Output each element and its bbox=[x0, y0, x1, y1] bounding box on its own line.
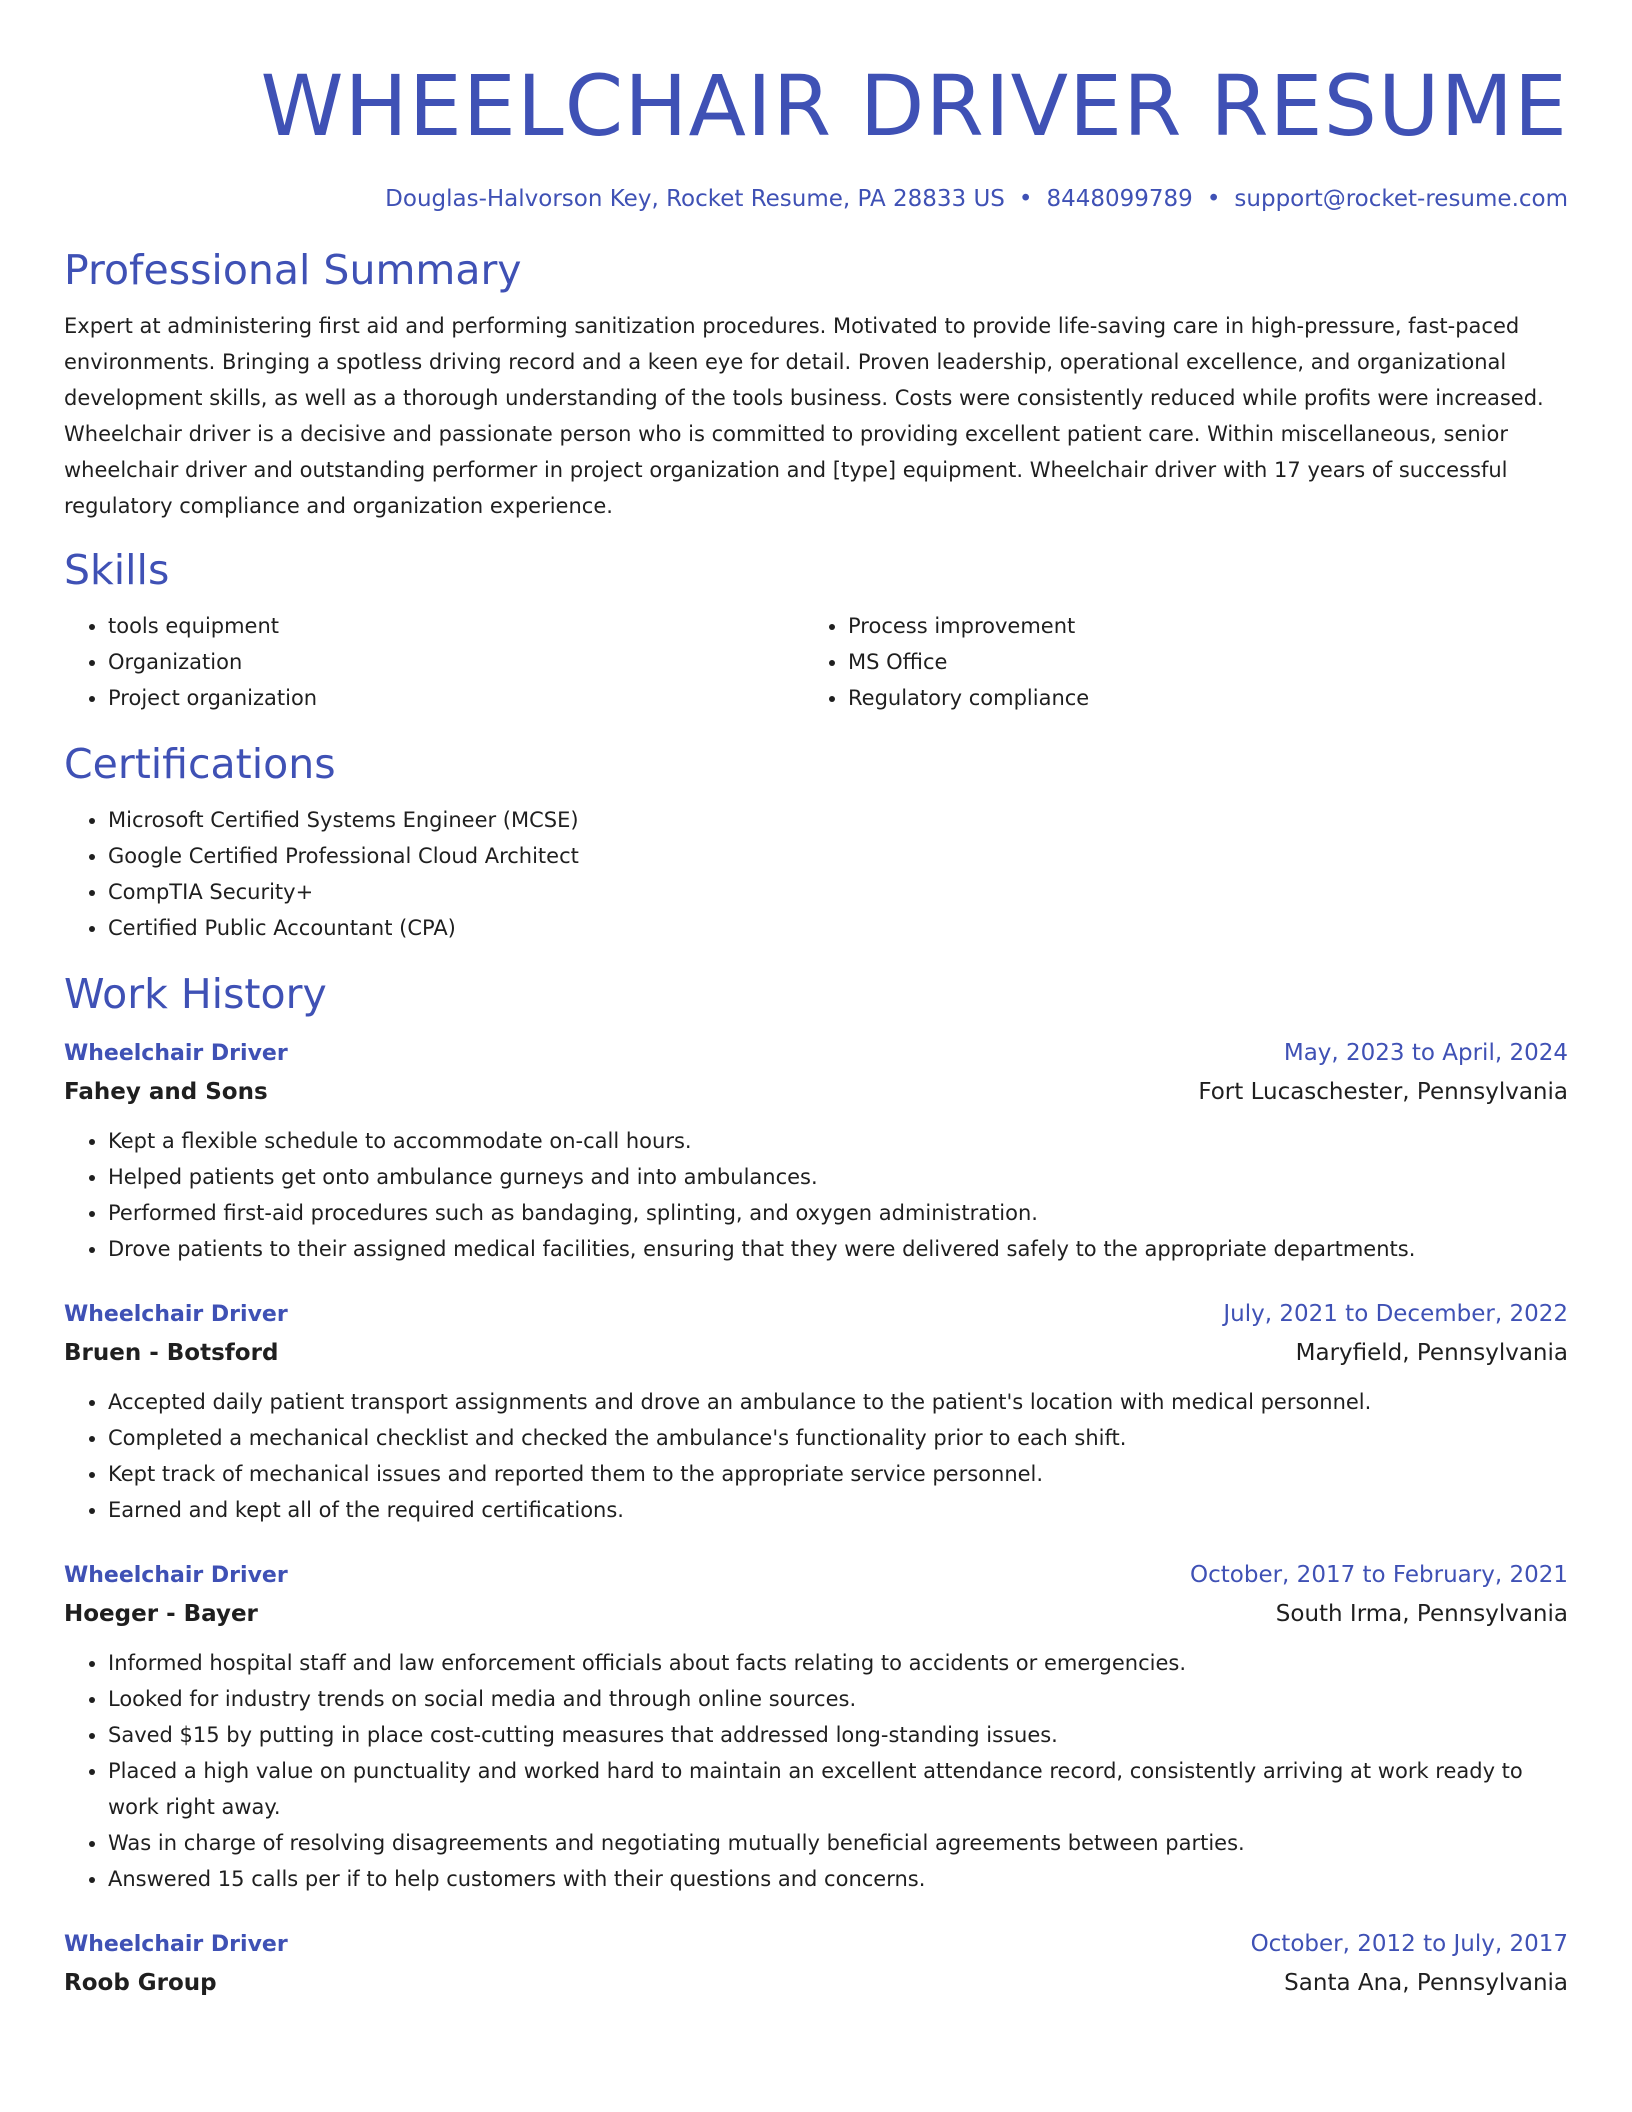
job-company: Fahey and Sons bbox=[64, 1079, 268, 1105]
skill-item: • MS Office bbox=[848, 644, 1544, 680]
job-header bbox=[64, 1556, 1568, 1595]
job-company: Bruen - Botsford bbox=[64, 1340, 279, 1366]
contact-email[interactable]: support@rocket-resume.com bbox=[1234, 186, 1568, 212]
contact-line bbox=[64, 184, 1568, 214]
job-subheader bbox=[64, 1964, 1568, 2002]
job-duty-item: • Answered 15 calls per if to help customers with their questions and concerns. bbox=[108, 1861, 1568, 1897]
certification-item: • CompTIA Security+ bbox=[108, 874, 1568, 910]
skill-item: • Project organization bbox=[108, 680, 804, 716]
job-dates: October, 2012 to July, 2017 bbox=[1250, 1931, 1568, 1957]
skill-item: • Process improvement bbox=[848, 608, 1544, 644]
certifications-section bbox=[64, 738, 1568, 946]
job-duty-item: • Looked for industry trends on social media and through online sources. bbox=[108, 1681, 1568, 1717]
summary-text: Expert at administering first aid and performing sanitization procedures. Motivated to provide life-saving care in high-pressure, fast-paced environments. Bringing a spotless driving record and a keen eye for detail. Proven leadership, operational excellence, and organizational development skills, as well as a thorough understanding of the tools business. Costs were consistently reduced while profits were increased. Wheelchair driver is a decisive and passionate person who is committed to providing excellent patient care. Within miscellaneous, senior wheelchair driver and outstanding performer in project organization and [type] equipment. Wheelchair driver with 17 years of successful regulatory compliance and organization experience. bbox=[64, 314, 1544, 518]
job-duty-item: • Earned and kept all of the required certifications. bbox=[108, 1492, 1568, 1528]
job-header bbox=[64, 1295, 1568, 1334]
job-duty-item: • Saved $15 by putting in place cost-cutting measures that addressed long-standing issues. bbox=[108, 1717, 1568, 1753]
skills-section bbox=[64, 544, 1568, 716]
job-title: Wheelchair Driver bbox=[64, 1041, 288, 1066]
job-header bbox=[64, 1034, 1568, 1073]
skills-heading: Skills bbox=[64, 546, 170, 594]
job-title: Wheelchair Driver bbox=[64, 1302, 288, 1327]
job-dates: October, 2017 to February, 2021 bbox=[1190, 1562, 1568, 1588]
job-subheader bbox=[64, 1595, 1568, 1633]
contact-address: Douglas-Halvorson Key, Rocket Resume, PA 28833 US bbox=[385, 186, 1005, 212]
job-entry bbox=[64, 1034, 1568, 1267]
job-duty-item: • Accepted daily patient transport assignments and drove an ambulance to the patient's location with medical personnel. bbox=[108, 1384, 1568, 1420]
job-subheader bbox=[64, 1073, 1568, 1111]
certifications-list bbox=[64, 802, 1568, 946]
certifications-heading: Certifications bbox=[64, 740, 336, 788]
job-location: Maryfield, Pennsylvania bbox=[1295, 1340, 1568, 1366]
contact-separator: • bbox=[1206, 186, 1221, 212]
job-duty-item: • Informed hospital staff and law enforcement officials about facts relating to accidents or emergencies. bbox=[108, 1645, 1568, 1681]
certification-item: • Microsoft Certified Systems Engineer (MCSE) bbox=[108, 802, 1568, 838]
job-location: South Irma, Pennsylvania bbox=[1275, 1601, 1568, 1627]
job-duties bbox=[64, 1123, 1568, 1267]
job-duty-item: • Drove patients to their assigned medical facilities, ensuring that they were delivered safely to the appropriate departments. bbox=[108, 1231, 1568, 1267]
job-duty-item: • Performed first-aid procedures such as bandaging, splinting, and oxygen administration. bbox=[108, 1195, 1568, 1231]
job-duties bbox=[64, 1384, 1568, 1528]
job-duty-item: • Helped patients get onto ambulance gurneys and into ambulances. bbox=[108, 1159, 1568, 1195]
work-history-heading: Work History bbox=[64, 970, 327, 1018]
job-dates: July, 2021 to December, 2022 bbox=[1223, 1301, 1568, 1327]
job-entry bbox=[64, 1925, 1568, 2002]
certification-item: • Certified Public Accountant (CPA) bbox=[108, 910, 1568, 946]
skill-item: • tools equipment bbox=[108, 608, 804, 644]
resume-title: WHEELCHAIR DRIVER RESUME bbox=[260, 57, 1568, 155]
skills-column-right bbox=[804, 608, 1544, 716]
job-dates: May, 2023 to April, 2024 bbox=[1283, 1040, 1568, 1066]
job-duties bbox=[64, 1645, 1568, 1897]
job-duty-item: • Completed a mechanical checklist and checked the ambulance's functionality prior to each shift. bbox=[108, 1420, 1568, 1456]
skills-column-left bbox=[64, 608, 804, 716]
job-company: Hoeger - Bayer bbox=[64, 1601, 258, 1627]
skill-item: • Organization bbox=[108, 644, 804, 680]
job-title: Wheelchair Driver bbox=[64, 1563, 288, 1588]
skills-grid bbox=[64, 608, 1568, 716]
job-duty-item: • Kept track of mechanical issues and reported them to the appropriate service personnel. bbox=[108, 1456, 1568, 1492]
job-title: Wheelchair Driver bbox=[64, 1932, 288, 1957]
job-entry bbox=[64, 1295, 1568, 1528]
contact-separator: • bbox=[1018, 186, 1033, 212]
summary-heading: Professional Summary bbox=[64, 246, 522, 294]
certification-item: • Google Certified Professional Cloud Architect bbox=[108, 838, 1568, 874]
job-duty-item: • Was in charge of resolving disagreements and negotiating mutually beneficial agreements between parties. bbox=[108, 1825, 1568, 1861]
job-location: Santa Ana, Pennsylvania bbox=[1284, 1970, 1568, 1996]
contact-phone: 8448099789 bbox=[1046, 186, 1193, 212]
work-history-section bbox=[64, 968, 1568, 2002]
job-entry bbox=[64, 1556, 1568, 1897]
skill-item: • Regulatory compliance bbox=[848, 680, 1544, 716]
summary-section bbox=[64, 244, 1568, 524]
job-subheader bbox=[64, 1334, 1568, 1372]
job-location: Fort Lucaschester, Pennsylvania bbox=[1198, 1079, 1568, 1105]
job-duty-item: • Placed a high value on punctuality and worked hard to maintain an excellent attendance record, consistently arriving at work ready to work right away. bbox=[108, 1753, 1568, 1825]
job-duty-item: • Kept a flexible schedule to accommodate on-call hours. bbox=[108, 1123, 1568, 1159]
job-header bbox=[64, 1925, 1568, 1964]
job-company: Roob Group bbox=[64, 1970, 217, 1996]
